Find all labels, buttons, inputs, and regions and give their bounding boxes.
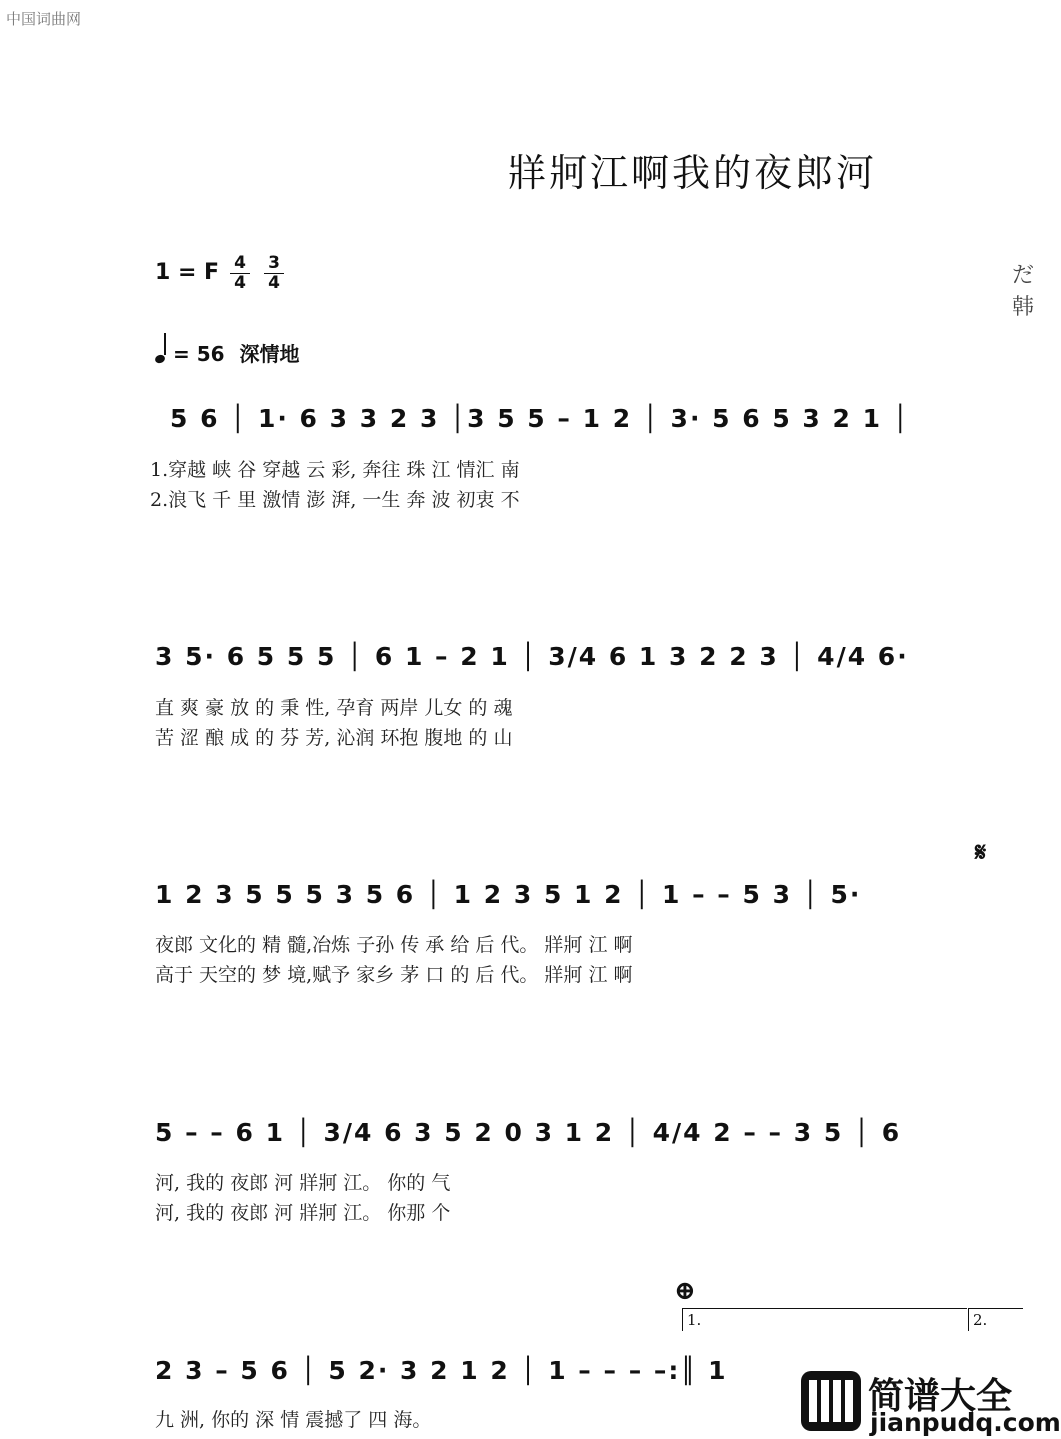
- logo-name: 简谱大全: [868, 1376, 1013, 1417]
- music-line-5: 2 3 – 5 6 │ 5 2· 3 2 1 2 │ 1 – – – –:║ 1: [155, 1356, 728, 1385]
- piano-logo-icon: [800, 1370, 862, 1432]
- tempo-expression: 深情地: [239, 342, 300, 366]
- music-line-4: 5 – – 6 1 │ 3/4 6 3 5 2 0 3 1 2 │ 4/4 2 – – 3 5 │ 6: [155, 1118, 902, 1147]
- ts-top: 3: [264, 254, 284, 274]
- ts-bottom: 4: [234, 273, 246, 293]
- lyrics-1-verse-1: 1.穿越 峡 谷 穿越 云 彩, 奔往 珠 江 情汇 南: [150, 459, 520, 481]
- time-signature-3-4: [264, 254, 284, 293]
- quarter-note-icon: [154, 354, 166, 365]
- lyrics-4-verse-1: 河, 我的 夜郎 河 牂牁 江。 你的 气: [155, 1172, 451, 1194]
- time-signature-4-4: [230, 254, 250, 293]
- tempo-bpm: = 56: [173, 342, 225, 366]
- lyrics-4-verse-2: 河, 我的 夜郎 河 牂牁 江。 你那 个: [155, 1202, 451, 1224]
- lyrics-3-verse-1: 夜郎 文化的 精 髓,冶炼 子孙 传 承 给 后 代。 牂牁 江 啊: [155, 934, 633, 956]
- tempo-marking: [155, 338, 300, 367]
- lyrics-5-verse-1: 九 洲, 你的 深 情 震撼了 四 海。: [155, 1409, 432, 1431]
- author-clip-1: だ: [1012, 263, 1035, 288]
- site-label: 中国词曲网: [6, 10, 82, 28]
- song-title: 牂牁江啊我的夜郎河: [508, 151, 878, 195]
- volta-1: 1.: [682, 1308, 967, 1331]
- ts-top: 4: [230, 254, 250, 274]
- author-clip-2: 韩: [1012, 295, 1035, 320]
- music-line-3: 1 2 3 5 5 5 3 5 6 │ 1 2 3 5 1 2 │ 1 – – 5 3 │ 5·: [155, 880, 862, 909]
- lyrics-2-verse-1: 直 爽 豪 放 的 秉 性, 孕育 两岸 儿女 的 魂: [155, 697, 513, 719]
- coda-icon: ⊕: [674, 1276, 696, 1306]
- key-signature: 1 = F: [155, 260, 220, 285]
- music-line-2: 3 5· 6 5 5 5 │ 6 1 – 2 1 │ 3/4 6 1 3 2 2 3 │ 4/4 6·: [155, 642, 909, 671]
- music-line-1: 5 6 │ 1· 6 3 3 2 3 │3 5 5 – 1 2 │ 3· 5 6 5 3 2 1 │: [170, 404, 910, 433]
- volta-2: 2.: [968, 1308, 1023, 1331]
- lyrics-1-verse-2: 2.浪飞 千 里 激情 澎 湃, 一生 奔 波 初衷 不: [150, 489, 520, 511]
- logo-url: jianpudq.com: [870, 1408, 1061, 1437]
- lyrics-2-verse-2: 苦 涩 酿 成 的 芬 芳, 沁润 环抱 腹地 的 山: [155, 727, 513, 749]
- ts-bottom: 4: [268, 273, 280, 293]
- segno-icon: 𝄋: [975, 838, 987, 868]
- lyrics-3-verse-2: 高于 天空的 梦 境,赋予 家乡 茅 口 的 后 代。 牂牁 江 啊: [155, 964, 633, 986]
